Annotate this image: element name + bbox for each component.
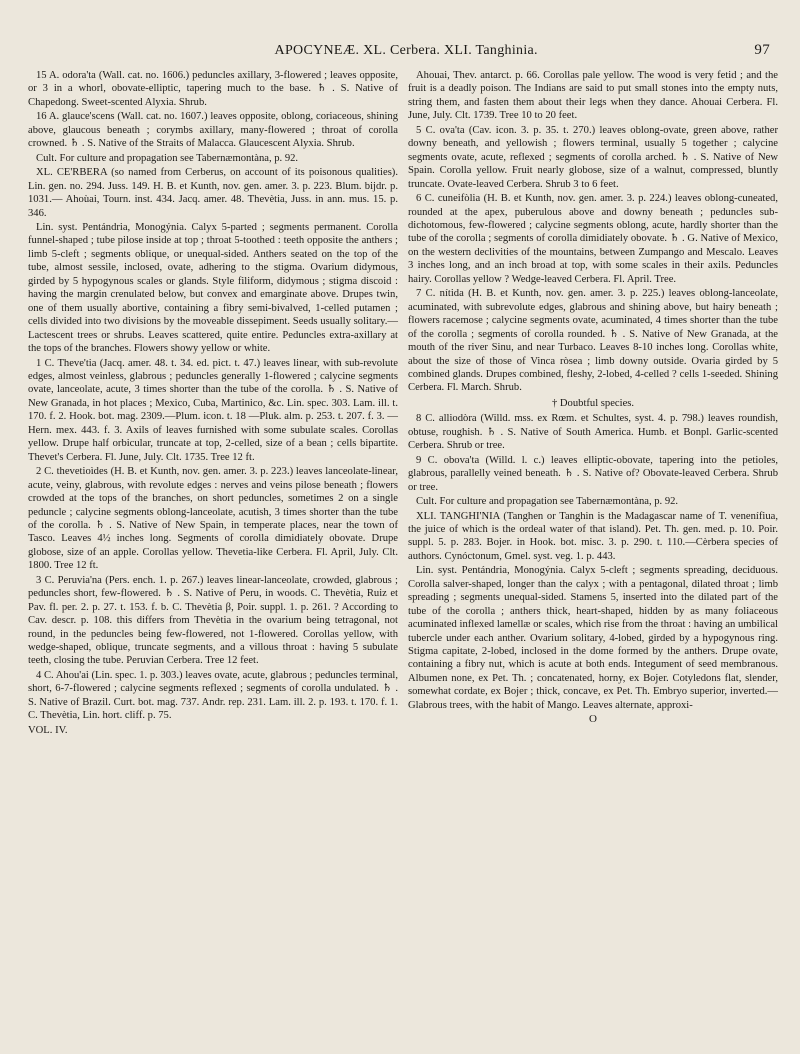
signature-mark: O bbox=[589, 713, 597, 726]
running-head bbox=[28, 42, 778, 59]
text-columns bbox=[28, 69, 778, 737]
paragraph: Ahouai, Thev. antarct. p. 66. Corollas pale yellow. The wood is very fetid ; and the fruit is a deadly poison. The Indians are said to put small stones into the empty nuts, string them, and fasten them about their legs when they dance. Ahouai Cerbera. Fl. June, July. Clt. 1739. Tree 10 to 20 feet. bbox=[408, 70, 778, 122]
paragraph: 3 C. Peruvia'na (Pers. ench. 1. p. 267.) leaves linear-lanceolate, crowded, glabrous ; peduncles short, few-flowered. ♄ . S. Native of Peru, in woods. C. Thevètia, Ruiz et Pav. fl. per. 2. p. 27. t. 153. f. b. C. Thevètia β, Poir. suppl. 1. p. 261. ? According to Cav. descr. p. 108. this differs from Thevètia in the ovarium being tetragonal, not round, in the peduncles being few-flowered, not 1-flowered. Corollas yellow, with wedge-shaped, oblique, truncate segments, and a villous throat : having 5 subulate teeth, closing the tube. Peruvian Cerbera. Tree 12 feet. bbox=[28, 574, 398, 667]
genus-heading-paragraph: XL. CE'RBERA (so named from Cerberus, on account of its poisonous qualities). Lin. gen. no. 294. Juss. 149. H. B. et Kunth, nov. gen. amer. 3. p. 223. Blum. bijdr. p. 1031.— Ahoùai, Tourn. inst. 434. Jacq. amer. 48. Thevètia, Juss. in ann. mus. 15. p. 346. bbox=[28, 167, 398, 219]
volume-label: VOL. IV. bbox=[28, 724, 68, 736]
running-title: APOCYNEÆ. XL. Cerbera. XLI. Tanghinia. bbox=[274, 43, 538, 58]
volume-line bbox=[28, 724, 398, 737]
paragraph: Cult. For culture and propagation see Tabernæmontàna, p. 92. bbox=[36, 152, 299, 164]
page-number: 97 bbox=[754, 42, 770, 58]
paragraph: Cult. For culture and propagation see Tabernæmontàna, p. 92. bbox=[416, 496, 679, 508]
paragraph: 8 C. alliodòra (Willd. mss. ex Rœm. et Schultes, syst. 4. p. 798.) leaves roundish, obtuse, roughish. ♄ . S. Native of South America. Humb. et Bonpl. Garlic-scented Cerbera. Shrub or tree. bbox=[408, 413, 778, 452]
paragraph: 15 A. odora'ta (Wall. cat. no. 1606.) peduncles axillary, 3-flowered ; leaves opposite, or 3 in a whorl, obovate-elliptic, tapering much to the base. ♄ . S. Native of Chapedong. Sweet-scented Alyxia. Shrub. bbox=[28, 70, 398, 108]
genus-heading-paragraph: XLI. TANGHI'NIA (Tanghen or Tanghin is the Madagascar name of T. venenífiua, the juice of which is the ordeal water of that island). Pet. Th. gen. med. p. 10. Poir. suppl. 5. p. 283. Bojer. in Hook. bot. misc. 3. p. 290. t. 110.—Cèrbera species of authors. Cynóctonum, Gmel. syst. veg. 1. p. 443. bbox=[408, 510, 778, 562]
right-column bbox=[408, 69, 778, 737]
section-heading: † Doubtful species. bbox=[551, 397, 635, 409]
paragraph: Lin. syst. Pentándria, Monogýnia. Calyx 5-parted ; segments permanent. Corolla funnel-shaped ; tube pilose inside at top ; throat 5-toothed : teeth opposite the anthers ; limb 5-cleft ; segments oblique, or unequal-sided. Anthers seated on the top of the tube, almost sessile, inclosed, ovate, adhering to the stigma. Ovarium didymous, girded by 5 hypogynous scales or glands. Style filiform, didymous ; stigma discoid : having the margin crenulated below, but convex and emarginate above. Drupes twin, one of them usually abortive, containing a fibry semi-bivalved, 1-celled putamen ; cells divided into two divisions by the moveable dissepiment. Seeds usually solitary.— Lactescent trees or shrubs. Leaves scattered, quite entire. Peduncles extra-axillary at the tops of the branches. Flowers showy yellow or white. bbox=[28, 221, 398, 355]
paragraph: Lin. syst. Pentándria, Monogýnia. Calyx 5-cleft ; segments spreading, deciduous. Corolla salver-shaped, longer than the calyx ; with a pentagonal, dilated throat ; limb spreading ; segments unequal-sided. Stamens 5, inserted into the dilated part of the tube of the corolla ; anthers thick, heart-shaped, hidden by as many foliaceous acuminated inflexed lamellæ or scales, which rise from the throat : having an umbilical tubercle under each anther. Ovarium solitary, 4-lobed, girded by a hypogynous ring. Stigma capitate, 2-lobed, inclosed in the dome formed by the anthers. Drupe ovate, containing a fibry nut, which is acute at both ends. Integument of seed membranous. Albumen none, ex Pet. Th. ; concatenated, horny, ex Bojer. Cotyledons flat, slender, somewhat cordate, ex Bojer ; thick, concave, ex Pet. Th. Embryo superior, inverted.—Glabrous trees, with the habit of Mango. Leaves alternate, approxi- bbox=[408, 565, 778, 711]
left-column bbox=[28, 69, 398, 737]
paragraph: 6 C. cuneifòlia (H. B. et Kunth, nov. gen. amer. 3. p. 224.) leaves oblong-cuneated, rounded at the apex, puberulous above and downy beneath ; peduncles sub-dichotomous, few-flowered ; calycine segments oblong, acute, hardly shorter than the tube of the corolla ; segments of corolla dimidiately obovate. ♄ . G. Native of Mexico, on the western declivities of the mountains, between Zumpango and Mescalo. Leaves 3 inches long, and an inch broad at top, with some scales in their axils. Peduncles hairy. Corollas yellow ? Wedge-leaved Cerbera. Fl. April. Tree. bbox=[408, 193, 778, 285]
paragraph: 16 A. glauce'scens (Wall. cat. no. 1607.) leaves opposite, oblong, coriaceous, shining above, glaucous beneath ; corymbs axillary, many-flowered ; throat of corolla crowned. ♄ . S. Native of the Straits of Malacca. Glaucescent Alyxia. Shrub. bbox=[28, 111, 398, 150]
paragraph: 7 C. nítida (H. B. et Kunth, nov. gen. amer. 3. p. 225.) leaves oblong-lanceolate, acuminated, with subrevolute edges, glabrous and shining above, but hairy beneath ; flowers racemose ; calycine segments ovate, acuminated, 4 times shorter than the tube of the corolla ; segments of corolla rounded. ♄ . S. Native of New Granada, at the mouth of the river Sinu, and near Turbaco. Leaves 8-10 inches long. Corollas white, about the size of those of Vinca ròsea ; limb downy outside. Ovaria girded by 5 combined glands. Drupes combined, fleshy, 2-lobed, 4-celled ? cells 1-seeded. Shining Cerbera. Fl. March. Shrub. bbox=[408, 288, 778, 394]
paragraph: 2 C. thevetioìdes (H. B. et Kunth, nov. gen. amer. 3. p. 223.) leaves lanceolate-linear, acute, veiny, glabrous, with revolute edges : nerves and veins pilose beneath ; flowers crowded at the tops of the branches, on short peduncles, sometimes 2 on a single peduncle ; calycine segments oblong-lanceolate, acutish, 3 times shorter than the tube of the corolla. ♄ . S. Native of New Spain, in temperate places, near the town of Tasco. Leaves 4½ inches long. Segments of corolla dimidiately obovate. Drupe globose, size of an apple. Corollas yellow. Thevetia-like Cerbera. Fl. April, July. Clt. 1800. Tree 12 ft. bbox=[28, 466, 398, 572]
paragraph: 5 C. ova'ta (Cav. icon. 3. p. 35. t. 270.) leaves oblong-ovate, green above, rather downy beneath, and yellowish ; flowers terminal, usually 5 together ; calycine segments ovate, acute, reflexed ; segments of corolla arched. ♄ . S. Native of New Spain. Corolla yellow. Fruit nearly globose, size of a walnut, compressed, bluntly truncate. Ovate-leaved Cerbera. Shrub 3 to 6 feet. bbox=[408, 124, 778, 190]
paragraph: 4 C. Ahou'ai (Lin. spec. 1. p. 303.) leaves ovate, acute, glabrous ; peduncles terminal, short, 6-7-flowered ; calycine segments reflexed ; segments of corolla undulated. ♄ . S. Native of Brazil. Curt. bot. mag. 737. Andr. rep. 231. Lam. ill. 2. p. 193. t. 170. f. 1. C. Thevètia, Lin. hort. cliff. p. 75. bbox=[28, 669, 398, 722]
paragraph: 9 C. obova'ta (Willd. l. c.) leaves elliptic-obovate, tapering into the petioles, glabrous, parallelly veined beneath. ♄ . S. Native of? Obovate-leaved Cerbera. Shrub or tree. bbox=[408, 454, 778, 493]
paragraph: 1 C. Theve'tia (Jacq. amer. 48. t. 34. ed. pict. t. 47.) leaves linear, with sub-revolute edges, almost veinless, glabrous ; peduncles generally 1-flowered ; calycine segments ovate, lanceolate, acute, 3 times shorter than the tube of the corolla. ♄ . S. Native of New Granada, in hot places ; Mexico, Cuba, Martinico, &c. Lin. spec. 303. Lam. ill. t. 170. f. 2. Hook. bot. mag. 2309.—Plum. icon. t. 18 —Pluk. alm. p. 253. t. 207. f. 3. —Hern. mex. 443. f. 3. Axils of leaves furnished with some subulate scales. Corollas yellow. Drupe half orbicular, truncate at top, 2-celled, size of a bean ; cells bipartite. Thevet's Cerbera. Fl. June, July. Clt. 1735. Tree 12 ft. bbox=[28, 357, 398, 463]
